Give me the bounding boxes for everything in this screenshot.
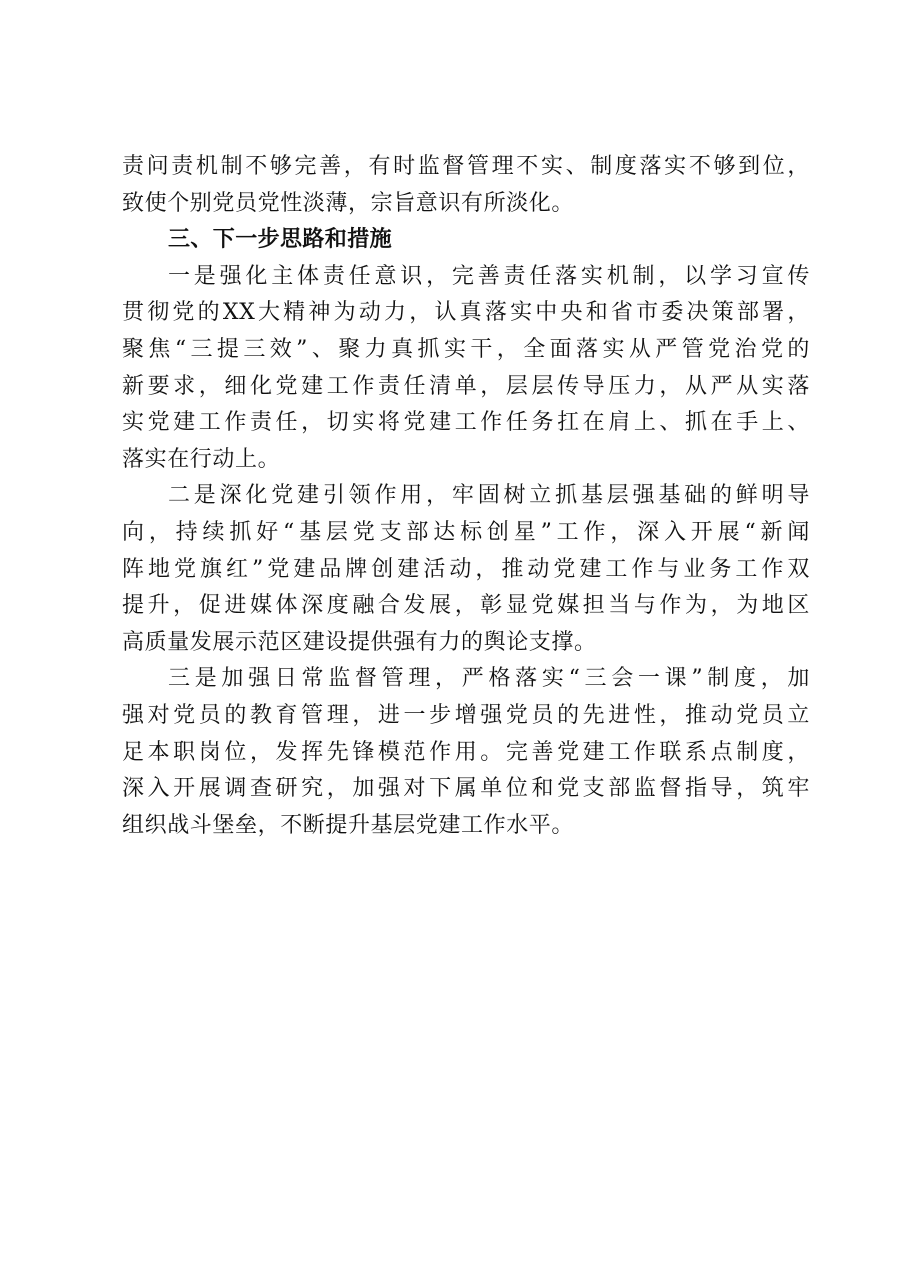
paragraph-line: 提升，促进媒体深度融合发展，彰显党媒担当与作为，为地区 <box>122 593 810 619</box>
paragraph-line: 足本职岗位，发挥先锋模范作用。完善党建工作联系点制度， <box>122 739 810 765</box>
paragraph-line: 新要求，细化党建工作责任清单，层层传导压力，从严从实落 <box>122 373 810 399</box>
paragraph-line: 阵地党旗红”党建品牌创建活动，推动党建工作与业务工作双 <box>122 556 810 582</box>
paragraph-line: 组织战斗堡垒，不断提升基层党建工作水平。 <box>122 812 575 838</box>
continuation-line-1: 责问责机制不够完善，有时监督管理不实、制度落实不够到位， <box>122 154 810 179</box>
paragraph-line: 实党建工作责任，切实将党建工作任务扛在肩上、抓在手上、 <box>122 410 810 436</box>
paragraph-line: 向，持续抓好“基层党支部达标创星”工作，深入开展“新闻 <box>122 519 810 545</box>
paragraph-line: 三是加强日常监督管理，严格落实“三会一课”制度，加 <box>168 666 810 692</box>
section-heading: 三、下一步思路和措施 <box>168 227 393 253</box>
paragraph-2 <box>122 478 810 661</box>
paragraph-line: 深入开展调查研究，加强对下属单位和党支部监督指导，筑牢 <box>122 776 810 802</box>
document-body <box>122 149 810 844</box>
paragraph-line: 强对党员的教育管理，进一步增强党员的先进性，推动党员立 <box>122 702 810 728</box>
paragraph-line: 落实在行动上。 <box>122 446 281 472</box>
paragraph-line: 聚焦“三提三效”、聚力真抓实干，全面落实从严管党治党的 <box>122 336 810 362</box>
paragraph-line: 二是深化党建引领作用，牢固树立抓基层强基础的鲜明导 <box>168 483 810 509</box>
paragraph-3 <box>122 661 810 844</box>
paragraph-line: 一是强化主体责任意识，完善责任落实机制，以学习宣传 <box>168 263 810 289</box>
continuation-line-2: 致使个别党员党性淡薄，宗旨意识有所淡化。 <box>122 190 575 216</box>
paragraph-line: 贯彻党的XX大精神为动力，认真落实中央和省市委决策部署， <box>122 300 810 326</box>
paragraph-line: 高质量发展示范区建设提供强有力的舆论支撑。 <box>122 629 597 655</box>
paragraph-1 <box>122 259 810 479</box>
